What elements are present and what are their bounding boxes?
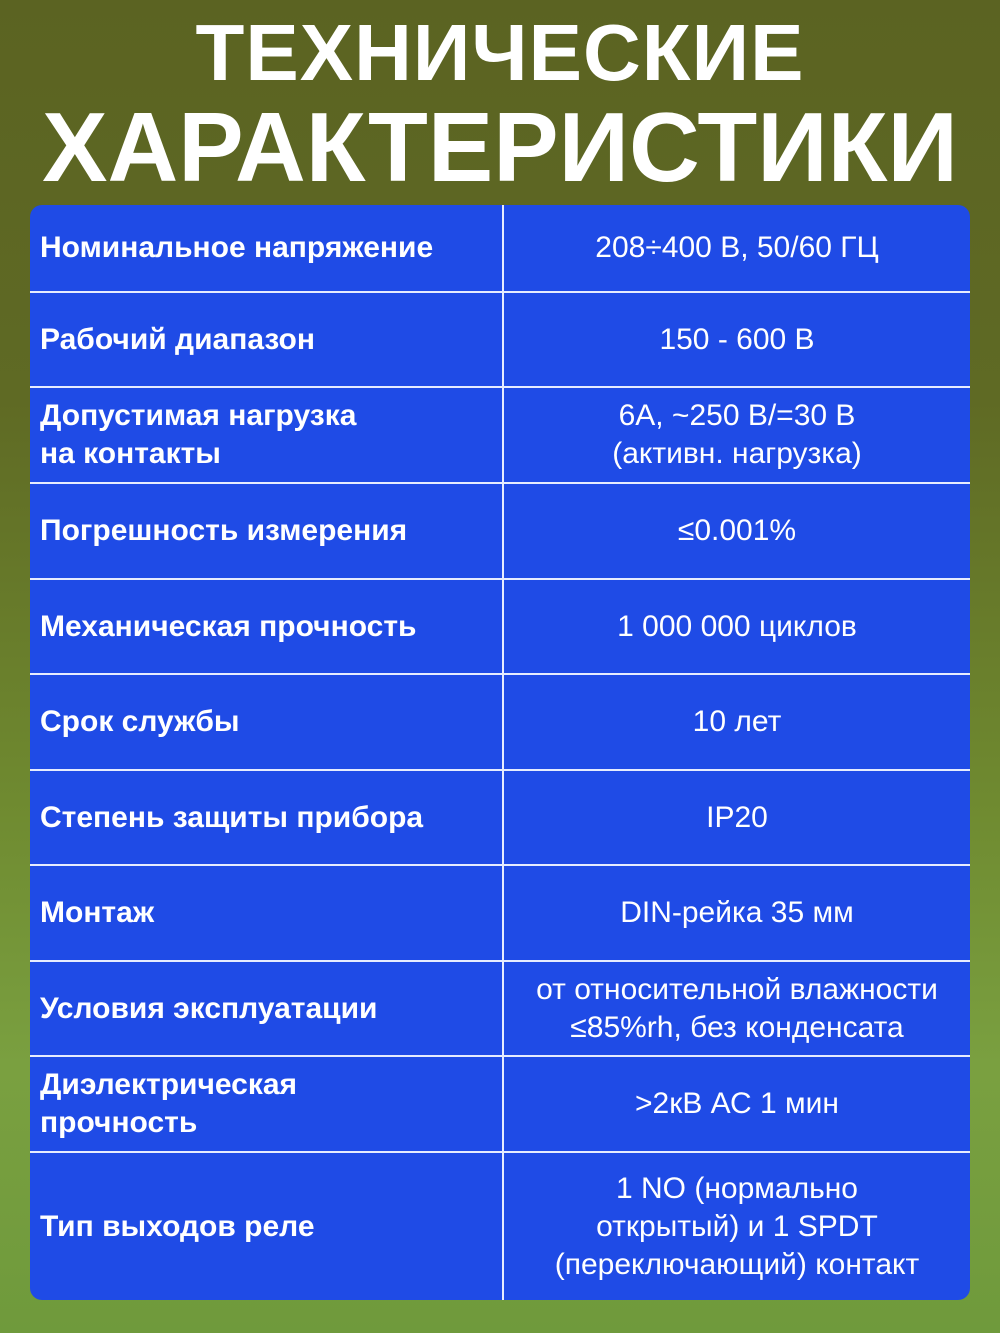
title-line-1: ТЕХНИЧЕСКИЕ [195,8,805,97]
spec-row [30,771,970,866]
spec-label: Диэлектрическая прочность [40,1068,298,1139]
spec-value: 208÷400 В, 50/60 ГЦ [502,205,970,291]
spec-label: Тип выходов реле [40,1209,315,1243]
spec-label: Степень защиты прибора [40,800,424,834]
spec-value: ≤0.001% [502,484,970,578]
spec-value: 1 000 000 циклов [502,580,970,673]
spec-row [30,580,970,675]
spec-label: Погрешность измерения [40,514,408,547]
spec-label: Срок службы [40,705,240,738]
spec-value: DIN-рейка 35 мм [502,866,970,960]
specs-table [30,205,970,1300]
spec-row [30,484,970,580]
spec-row [30,205,970,293]
spec-row [30,1153,970,1300]
spec-label: Номинальное напряжение [40,231,434,264]
spec-row [30,866,970,962]
spec-row [30,388,970,484]
spec-label: Монтаж [40,896,155,929]
spec-value: от относительной влажности ≤85%rh, без конденсата [502,962,970,1055]
spec-row [30,962,970,1057]
spec-row [30,293,970,388]
spec-row [30,1057,970,1153]
spec-value: 150 - 600 В [502,293,970,386]
spec-value: >2кВ АС 1 мин [502,1057,970,1151]
spec-label: Допустимая нагрузка на контакты [40,399,357,470]
spec-value: 10 лет [502,675,970,769]
spec-row [30,675,970,771]
spec-label: Рабочий диапазон [40,322,315,356]
title-line-2: ХАРАКТЕРИСТИКИ [42,92,958,202]
spec-label: Условия эксплуатации [40,991,378,1025]
spec-value: 6А, ~250 В/=30 В (активн. нагрузка) [502,388,970,482]
spec-value: 1 NO (нормально открытый) и 1 SPDT (переключающий) контакт [502,1153,970,1300]
spec-label: Механическая прочность [40,609,417,643]
spec-value: IP20 [502,771,970,864]
